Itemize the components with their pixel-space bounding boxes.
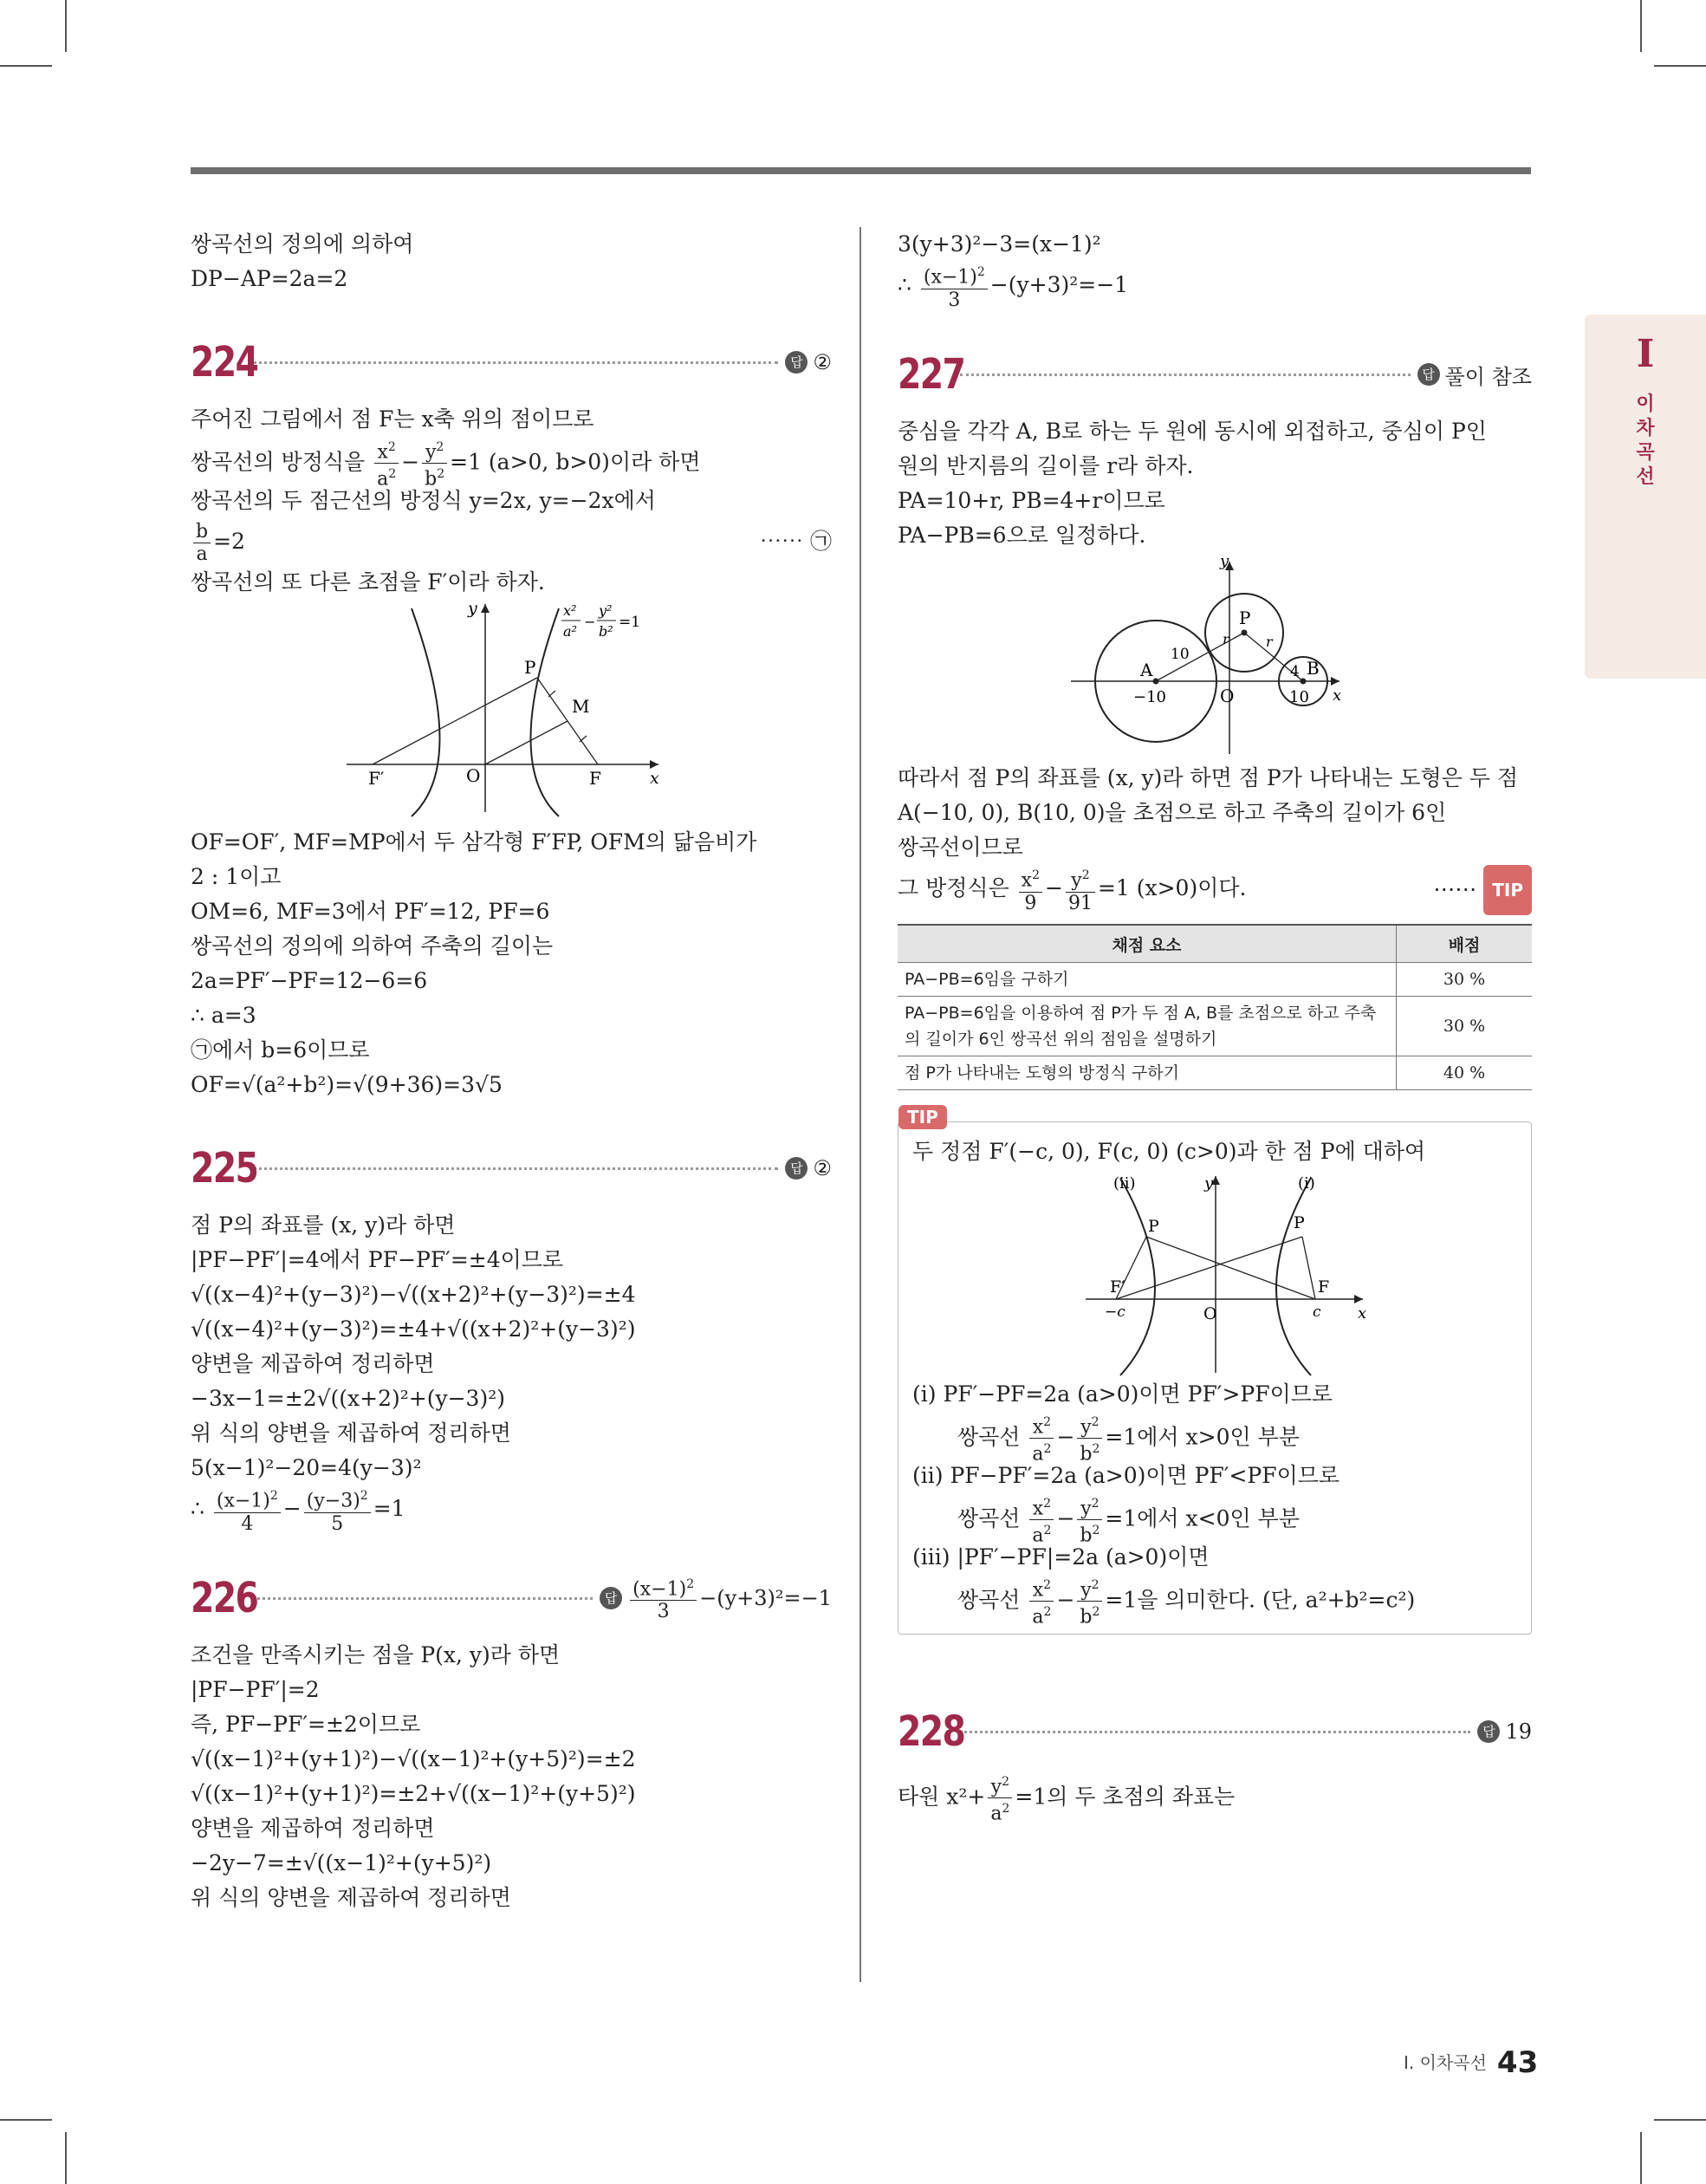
text-line: 쌍곡선 $\frac{x^2}{a^2}$ − $\frac{y^2}{b^2}$ =1에서 x>0인 부분 — [912, 1412, 1517, 1459]
leader-dots — [253, 361, 778, 364]
text-line: 쌍곡선의 방정식을 $\frac{x^2}{a^2}$ − $\frac{y^2}{b^2}$ =1 (a>0, b>0)이라 하면 — [191, 437, 832, 484]
text-line: PA=10+r, PB=4+r이므로 — [898, 488, 1165, 513]
text-line: 위 식의 양변을 제곱하여 정리하면 — [191, 1885, 511, 1910]
svg-text:y²: y² — [599, 602, 613, 619]
label-x: x — [650, 769, 659, 788]
text-line: DP−AP=2a=2 — [191, 266, 348, 291]
label-B: B — [1307, 658, 1320, 679]
footer-section: I. 이차곡선 — [1404, 2052, 1487, 2073]
answer: 답 ② — [785, 350, 832, 374]
crop-mark — [1654, 65, 1706, 67]
text-line: (iii) |PF′−PF|=2a (a>0)이면 — [912, 1544, 1210, 1570]
text-line: √((x−1)²+(y+1)²)=±2+√((x−1)²+(y+5)²) — [191, 1781, 636, 1806]
label-M: M — [572, 696, 590, 717]
tip-tag: TIP — [1483, 865, 1532, 915]
text-line: ∴ $\frac{(x-1)^2}{4}$ − $\frac{(y-3)^2}{5}$ =1 — [191, 1485, 832, 1532]
label-r2: r — [1266, 634, 1273, 650]
crop-mark — [1654, 2119, 1706, 2121]
text-line: 타원 x²+ $\frac{y^2}{a^2}$ =1의 두 초점의 좌표는 — [898, 1771, 1532, 1818]
figure-227 — [898, 553, 1532, 761]
text-line: 5(x−1)²−20=4(y−3)² — [191, 1455, 422, 1480]
text-line: 쌍곡선이므로 — [898, 835, 1023, 860]
label-A: A — [1140, 660, 1153, 680]
label-four: 4 — [1290, 663, 1300, 680]
text-line: ㉠에서 b=6이므로 — [191, 1037, 370, 1063]
text-line: 양변을 제곱하여 정리하면 — [191, 1816, 435, 1841]
text-line: 3(y+3)²−3=(x−1)² — [898, 231, 1101, 257]
tip-tag: TIP — [898, 1105, 947, 1129]
chapter-roman: I — [1636, 332, 1655, 376]
text-line: OF=√(a²+b²)=√(9+36)=3√5 — [191, 1072, 503, 1097]
answer-icon: 답 — [785, 351, 808, 374]
problem-header-226 — [191, 1570, 832, 1626]
label-O: O — [1220, 686, 1235, 706]
text-line: −3x−1=±2√((x+2)²+(y−3)²) — [191, 1386, 505, 1411]
label-y: y — [1204, 1174, 1214, 1193]
text-line: 따라서 점 P의 좌표를 (x, y)라 하면 점 P가 나타내는 도형은 두 점 — [898, 765, 1518, 790]
answer-icon: 답 — [785, 1157, 808, 1180]
label-P-left: P — [1148, 1217, 1159, 1236]
svg-text:−: − — [584, 614, 596, 630]
table-row: PA−PB=6임을 구하기 30 % — [898, 963, 1532, 997]
label-plus-ten: 10 — [1289, 688, 1309, 706]
text-line: (i) PF′−PF=2a (a>0)이면 PF′>PF이므로 — [912, 1381, 1333, 1407]
problem-header-225 — [191, 1141, 832, 1196]
label-F-prime: F′ — [368, 768, 385, 789]
text-line: √((x−4)²+(y−3)²)−√((x+2)²+(y−3)²)=±4 — [191, 1282, 636, 1307]
text-line: 위 식의 양변을 제곱하여 정리하면 — [191, 1420, 511, 1446]
svg-text:a²: a² — [563, 623, 577, 640]
problem-header-227 — [898, 347, 1532, 402]
table-row: 점 P가 나타내는 도형의 방정식 구하기 40 % — [898, 1056, 1532, 1090]
text-line: 중심을 각각 A, B로 하는 두 원에 동시에 외접하고, 중심이 P인 — [898, 419, 1487, 444]
text-line: 조건을 만족시키는 점을 P(x, y)라 하면 — [191, 1642, 561, 1667]
crop-mark — [0, 65, 52, 67]
problem-header-228 — [898, 1704, 1532, 1759]
leader-dots — [253, 1597, 593, 1600]
text-line: OF=OF′, MF=MP에서 두 삼각형 F′FP, OFM의 닮음비가 — [191, 829, 757, 855]
tip-box — [898, 1107, 1532, 1635]
text-line: A(−10, 0), B(10, 0)을 초점으로 하고 주축의 길이가 6인 — [898, 800, 1447, 825]
problem-number: 226 — [191, 1574, 258, 1622]
svg-text:b²: b² — [599, 623, 613, 640]
column-divider — [859, 227, 861, 1982]
text-line: (ii) PF−PF′=2a (a>0)이면 PF′<PF이므로 — [912, 1463, 1340, 1488]
answer: 답 ② — [785, 1156, 832, 1180]
text-line: 2 : 1이고 — [191, 864, 282, 889]
page-footer — [1404, 2045, 1538, 2080]
right-column — [898, 227, 1532, 1825]
label-ten: 10 — [1171, 646, 1190, 663]
text-line: 즉, PF−PF′=±2이므로 — [191, 1712, 421, 1737]
answer-icon: 답 — [600, 1587, 622, 1609]
label-O: O — [466, 765, 481, 786]
figure-equation: =1 — [619, 614, 641, 631]
label-P-right: P — [1294, 1213, 1305, 1232]
text-line: 두 정점 F′(−c, 0), F(c, 0) (c>0)과 한 점 P에 대하여 — [912, 1139, 1426, 1164]
label-c: c — [1313, 1303, 1321, 1321]
label-x: x — [1333, 686, 1342, 705]
answer: 답 19 — [1477, 1719, 1532, 1744]
text-line: 쌍곡선의 정의에 의하여 주축의 길이는 — [191, 933, 554, 959]
problem-number: 224 — [191, 338, 258, 387]
leader-dots — [253, 1167, 778, 1170]
crop-mark — [1640, 2132, 1642, 2184]
chapter-side-tab — [1585, 315, 1706, 679]
leader-dots — [960, 374, 1411, 376]
crop-mark — [65, 0, 67, 52]
problem-number: 228 — [898, 1707, 965, 1756]
text-line: PA−PB=6으로 일정하다. — [898, 523, 1146, 548]
text-line: 쌍곡선의 두 점근선의 방정식 y=2x, y=−2x에서 — [191, 488, 656, 513]
crop-mark — [1640, 0, 1642, 52]
problem-number: 225 — [191, 1144, 258, 1193]
label-F: F — [589, 768, 601, 789]
table-header: 배점 — [1397, 925, 1533, 963]
text-line: |PF−PF′|=4에서 PF−PF′=±4이므로 — [191, 1247, 564, 1272]
label-F: F — [1318, 1277, 1330, 1297]
crop-mark — [0, 2119, 52, 2121]
svg-text:x²: x² — [563, 602, 577, 619]
text-line: $\frac{b}{a}$ =2 ⋯⋯ ㉠ — [191, 518, 832, 565]
text-line: OM=6, MF=3에서 PF′=12, PF=6 — [191, 899, 550, 924]
text-line: √((x−1)²+(y+1)²)−√((x−1)²+(y+5)²)=±2 — [191, 1746, 636, 1771]
label-y: y — [468, 600, 477, 618]
text-line: √((x−4)²+(y−3)²)=±4+√((x+2)²+(y−3)²) — [191, 1316, 636, 1342]
text-line: 원의 반지름의 길이를 r라 하자. — [898, 453, 1194, 478]
text-line: 쌍곡선의 또 다른 초점을 F′이라 하자. — [191, 569, 545, 595]
label-i: (i) — [1298, 1174, 1315, 1193]
label-F-prime: F′ — [1110, 1277, 1125, 1297]
text-line: 2a=PF′−PF=12−6=6 — [191, 968, 428, 993]
crop-mark — [65, 2132, 67, 2184]
text-line: ∴ $\frac{(x-1)^2}{3}$ −(y+3)²=−1 — [898, 262, 1532, 309]
text-line: 쌍곡선의 정의에 의하여 — [191, 231, 414, 257]
text-line: 주어진 그림에서 점 F는 x축 위의 점이므로 — [191, 406, 594, 432]
table-header: 채점 요소 — [898, 925, 1397, 963]
text-line: 쌍곡선 $\frac{x^2}{a^2}$ − $\frac{y^2}{b^2}$ =1에서 x<0인 부분 — [912, 1493, 1517, 1540]
answer-icon: 답 — [1417, 363, 1440, 386]
text-line: −2y−7=±√((x−1)²+(y+5)²) — [191, 1850, 492, 1875]
text-line: |PF−PF′|=2 — [191, 1677, 320, 1702]
label-y: y — [1220, 553, 1229, 570]
label-P: P — [1239, 608, 1251, 628]
figure-tip — [912, 1169, 1517, 1377]
label-ii: (ii) — [1113, 1174, 1136, 1193]
answer: 답 풀이 참조 — [1417, 360, 1532, 390]
label-minus-c: −c — [1105, 1303, 1125, 1321]
problem-header-224 — [191, 335, 832, 390]
text-line: 그 방정식은 $\frac{x^2}{9}$ − $\frac{y^2}{91}$ =1 (x>0)이다. ⋯⋯ TIP — [898, 865, 1532, 912]
header-rule — [191, 167, 1531, 174]
table-row: PA−PB=6임을 이용하여 점 P가 두 점 A, B를 초점으로 하고 주축의 길이가 6인 쌍곡선 위의 점임을 설명하기 30 % — [898, 997, 1532, 1056]
label-P: P — [524, 657, 536, 678]
answer-icon: 답 — [1477, 1720, 1500, 1743]
left-column — [191, 227, 832, 1915]
label-r1: r — [1223, 631, 1229, 647]
leader-dots — [960, 1731, 1470, 1733]
label-O: O — [1203, 1304, 1217, 1323]
text-line: ∴ a=3 — [191, 1003, 256, 1028]
answer: 답 $\frac{(x-1)^2}{3}$ −(y+3)²=−1 — [600, 1574, 832, 1622]
figure-224 — [191, 600, 832, 825]
problem-number: 227 — [898, 350, 965, 399]
text-line: 쌍곡선 $\frac{x^2}{a^2}$ − $\frac{y^2}{b^2}$ =1을 의미한다. (단, a²+b²=c²) — [912, 1575, 1517, 1622]
scoring-table — [898, 924, 1532, 1090]
label-minus-ten: −10 — [1133, 688, 1166, 706]
text-line: 양변을 제곱하여 정리하면 — [191, 1351, 435, 1376]
text-line: 점 P의 좌표를 (x, y)라 하면 — [191, 1212, 456, 1238]
label-x: x — [1358, 1304, 1367, 1323]
chapter-label: 이 차 곡 선 — [1636, 393, 1655, 488]
page-number: 43 — [1496, 2045, 1539, 2080]
